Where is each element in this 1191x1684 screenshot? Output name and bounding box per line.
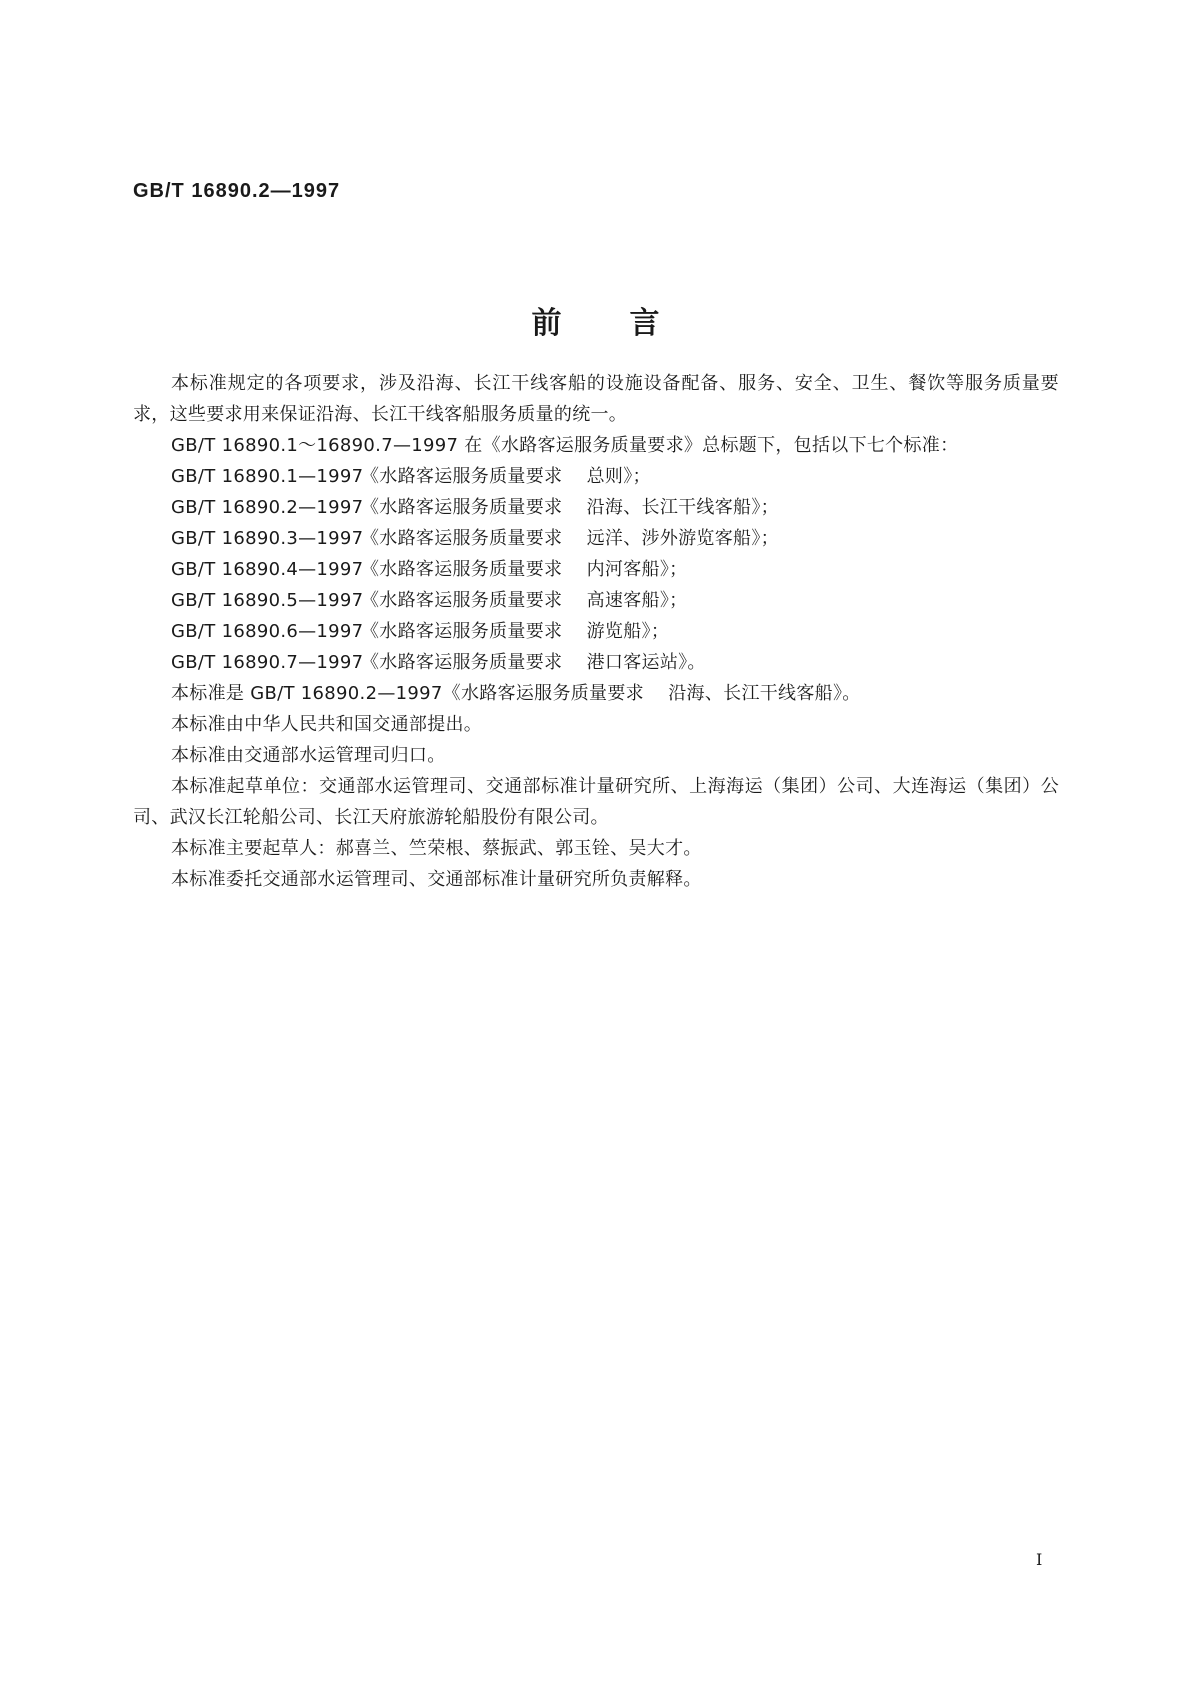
list-item (133, 492, 1059, 523)
list-item (133, 554, 1059, 585)
list-item-code: GB/T 16890.4—1997 (171, 559, 364, 580)
list-item-code: GB/T 16890.3—1997 (171, 528, 364, 549)
standards-list (133, 461, 1059, 678)
page-number: I (1036, 1550, 1043, 1569)
list-item-title: 《水路客运服务质量要求 远洋、涉外游览客船》； (361, 528, 779, 549)
paragraph-intro: 本标准规定的各项要求，涉及沿海、长江干线客船的设施设备配备、服务、安全、卫生、餐饮等服务质量要求，这些要求用来保证沿海、长江干线客船服务质量的统一。 (133, 373, 1059, 425)
foreword-body (133, 368, 1059, 895)
list-item (133, 585, 1059, 616)
page-title: 前言 (531, 306, 728, 341)
paragraph-centralized-by: 本标准由交通部水运管理司归口。 (171, 745, 446, 766)
list-item (133, 647, 1059, 678)
paragraph-series-intro: GB/T 16890.1～16890.7—1997 在《水路客运服务质量要求》总标题下，包括以下七个标准： (171, 435, 959, 456)
paragraph-proposed-by: 本标准由中华人民共和国交通部提出。 (171, 714, 483, 735)
list-item-title: 《水路客运服务质量要求 沿海、长江干线客船》； (361, 497, 779, 518)
list-item-title: 《水路客运服务质量要求 游览船》； (361, 621, 670, 642)
list-item-title: 《水路客运服务质量要求 内河客船》； (361, 559, 688, 580)
list-item-title: 《水路客运服务质量要求 港口客运站》。 (361, 652, 706, 673)
list-item-title: 《水路客运服务质量要求 高速客船》； (361, 590, 688, 611)
list-item-code: GB/T 16890.6—1997 (171, 621, 364, 642)
paragraph-interpretation: 本标准委托交通部水运管理司、交通部标准计量研究所负责解释。 (171, 869, 702, 890)
list-item (133, 616, 1059, 647)
list-item (133, 523, 1059, 554)
list-item-code: GB/T 16890.2—1997 (171, 497, 364, 518)
paragraph-drafting-units: 本标准起草单位：交通部水运管理司、交通部标准计量研究所、上海海运（集团）公司、大连海运（集团）公司、武汉长江轮船公司、长江天府旅游轮船股份有限公司。 (133, 776, 1059, 828)
list-item-code: GB/T 16890.1—1997 (171, 466, 364, 487)
standard-code: GB/T 16890.2—1997 (133, 180, 341, 202)
list-item-code: GB/T 16890.5—1997 (171, 590, 364, 611)
paragraph-this-standard: 本标准是 GB/T 16890.2—1997《水路客运服务质量要求 沿海、长江干线客船》。 (171, 683, 861, 704)
paragraph-drafters: 本标准主要起草人：郝喜兰、竺荣根、蔡振武、郭玉铨、吴大才。 (171, 838, 702, 859)
list-item-title: 《水路客运服务质量要求 总则》； (361, 466, 651, 487)
list-item (133, 461, 1059, 492)
list-item-code: GB/T 16890.7—1997 (171, 652, 364, 673)
